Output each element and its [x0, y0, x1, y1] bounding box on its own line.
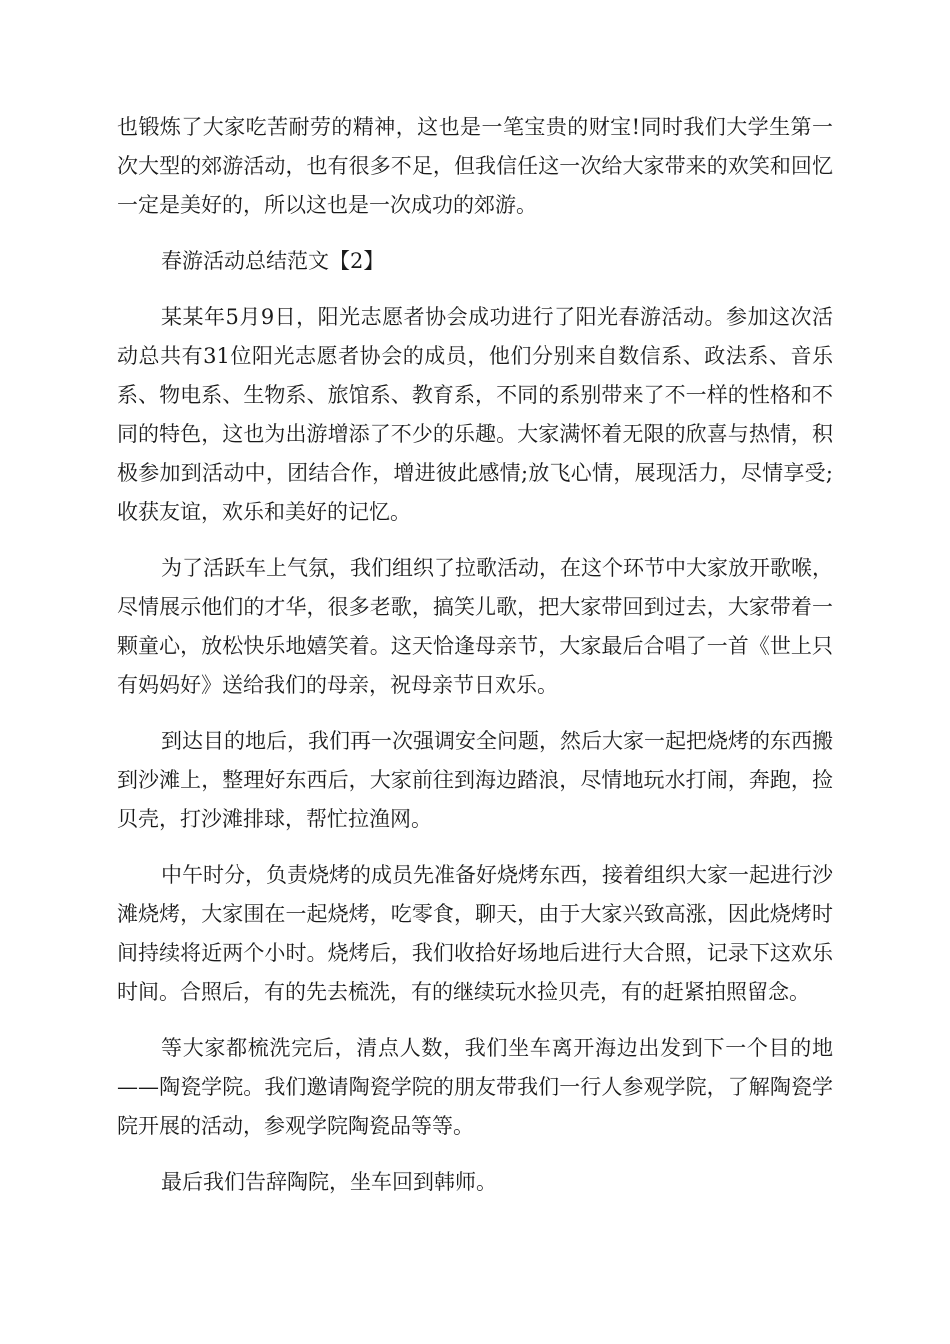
- document-body: [117, 108, 833, 1202]
- body-paragraph-1: 某某年5月9日，阳光志愿者协会成功进行了阳光春游活动。参加这次活动总共有31位阳光志愿者协会的成员，他们分别来自数信系、政法系、音乐系、物电系、生物系、旅馆系、教育系，不同的系别带来了不一样的性格和不同的特色，这也为出游增添了不少的乐趣。大家满怀着无限的欣喜与热情，积极参加到活动中，团结合作，增进彼此感情;放飞心情，展现活力，尽情享受;收获友谊，欢乐和美好的记忆。: [117, 305, 833, 524]
- intro-paragraph: 也锻炼了大家吃苦耐劳的精神，这也是一笔宝贵的财宝!同时我们大学生第一次大型的郊游活动，也有很多不足，但我信任这一次给大家带来的欢笑和回忆一定是美好的，所以这也是一次成功的郊游。: [117, 115, 833, 217]
- body-paragraph-3: 到达目的地后，我们再一次强调安全问题，然后大家一起把烧烤的东西搬到沙滩上，整理好东西后，大家前往到海边踏浪，尽情地玩水打闹，奔跑，捡贝壳，打沙滩排球，帮忙拉渔网。: [117, 729, 833, 831]
- body-paragraph-6: 最后我们告辞陶院，坐车回到韩师。: [161, 1170, 497, 1194]
- section-heading: 春游活动总结范文【2】: [161, 249, 385, 273]
- body-paragraph-5: 等大家都梳洗完后，清点人数，我们坐车离开海边出发到下一个目的地——陶瓷学院。我们邀请陶瓷学院的朋友带我们一行人参观学院，了解陶瓷学院开展的活动，参观学院陶瓷品等等。: [117, 1036, 833, 1138]
- body-paragraph-2: 为了活跃车上气氛，我们组织了拉歌活动，在这个环节中大家放开歌喉，尽情展示他们的才华，很多老歌，搞笑儿歌，把大家带回到过去，大家带着一颗童心，放松快乐地嬉笑着。这天恰逢母亲节，大家最后合唱了一首《世上只有妈妈好》送给我们的母亲，祝母亲节日欢乐。: [117, 556, 833, 697]
- body-paragraph-4: 中午时分，负责烧烤的成员先准备好烧烤东西，接着组织大家一起进行沙滩烧烤，大家围在一起烧烤，吃零食，聊天，由于大家兴致高涨，因此烧烤时间持续将近两个小时。烧烤后，我们收拾好场地后进行大合照，记录下这欢乐时间。合照后，有的先去梳洗，有的继续玩水捡贝壳，有的赶紧拍照留念。: [117, 863, 833, 1004]
